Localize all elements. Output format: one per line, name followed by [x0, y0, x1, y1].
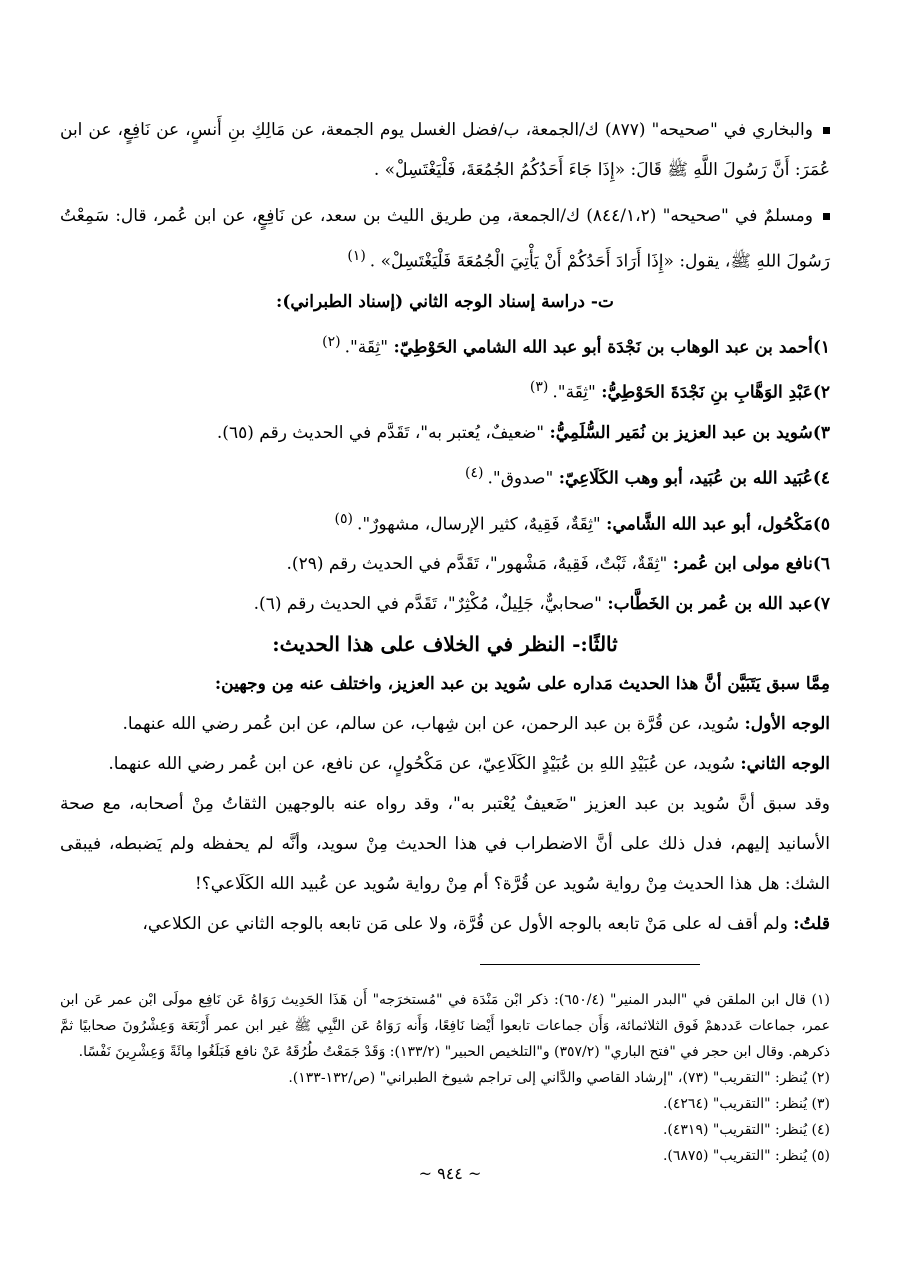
analysis-paragraph: وقد سبق أنَّ سُويد بن عبد العزيز "ضَعيفٌ يُعْتبر به"، وقد رواه عنه بالوجهين الثقاتُ مِنْ أصحابه، مع صحة الأسانيد إليهم، فدل ذلك على أنَّ الاضطراب في هذا الحديث مِنْ سويد، وأنَّه لم يحفظه ولم يَضبطه، فيبقى الشك: هل هذا الحديث مِنْ رواية سُويد عن قُرَّة؟ أم مِنْ رواية سُويد عن عُبيد الله الكَلَاعي؟!	[60, 794, 830, 895]
muslim-paragraph: ومسلمٌ في "صحيحه" (٨٤٤/١،٢) ك/الجمعة، مِن طريق الليث بن سعد، عن نَافِعٍ، عن ابن عُمر، قال: سَمِعْتُ رَسُولَ اللهِ ﷺ، يقول: «إِذَا أَرَادَ أَحَدُكُمْ أَنْ يَأْتِيَ الْجُمُعَةَ فَلْيَغْتَسِلْ» .$^{(١)}$	[60, 206, 830, 272]
wajh2-paragraph: الوجه الثاني: سُويد، عن عُبَيْدِ اللهِ بن عُبَيْدٍ الكَلَاعِيّ، عن مَكْحُولٍ، عن نافع، عن ابن عُمر رضي الله عنهما.	[108, 754, 830, 775]
page-number: ~ ٩٤٤ ~	[418, 1164, 482, 1183]
intro-paragraph: مِمَّا سبق يَتَبَيَّن أنَّ هذا الحديث مَداره على سُويد بن عبد العزيز، واختلف عنه مِن وجهين:	[214, 674, 830, 695]
narrator-item: ٧)عبد الله بن عُمر بن الخَطَّاب: "صحابيٌّ، جَلِيلٌ، مُكْثِرٌ"، تَقَدَّم في الحديث رقم (٦).	[253, 594, 830, 615]
footnote-mark: (٥)	[334, 510, 353, 527]
section-3-heading: ثالثًا:- النظر في الخلاف على هذا الحديث:	[272, 632, 618, 657]
footnote-mark: (٤)	[465, 464, 484, 481]
bukhari-paragraph: والبخاري في "صحيحه" (٨٧٧) ك/الجمعة، ب/فضل الغسل يوم الجمعة، عن مَالِكِ بنِ أَنسٍ، عن نَافِعٍ، عن ابن عُمَرَ: أَنَّ رَسُولَ اللَّهِ ﷺ قَالَ: «إِذَا جَاءَ أَحَدُكُمُ الجُمُعَةَ، فَلْيَغْتَسِلْ» .	[60, 120, 830, 180]
narrator-list	[60, 322, 830, 625]
footnote-item: (٣) يُنظر: "التقريب" (٤٢٦٤).	[662, 1096, 830, 1113]
footnotes	[60, 987, 830, 1169]
narrator-item: ٢)عَبْدِ الوَهَّابِ بنِ نَجْدَةَ الحَوْطِيُّ: "ثِقَة".$^{(٣)}$	[529, 379, 830, 403]
section-t-heading: ت- دراسة إسناد الوجه الثاني (إسناد الطبراني):	[276, 291, 614, 312]
narrator-item: ١)أحمد بن عبد الوهاب بن نَجْدَة أبو عبد الله الشامي الحَوْطِيّ: "ثِقَة".$^{(٢)}$	[322, 333, 830, 358]
footnote-divider	[480, 964, 700, 965]
footnote-item: (٤) يُنظر: "التقريب" (٤٣١٩).	[662, 1122, 830, 1139]
bullet-icon	[823, 127, 830, 134]
footnote-item: (٥) يُنظر: "التقريب" (٦٨٧٥).	[662, 1148, 830, 1165]
narrator-item: ٤)عُبَيد الله بن عُبَيد، أبو وهب الكَلَاعِيّ: "صدوق".$^{(٤)}$	[465, 464, 830, 489]
footnote-mark: (١)	[347, 248, 366, 264]
footnote-divider-wrap	[60, 944, 830, 987]
bullet-icon	[823, 213, 830, 220]
qultu-paragraph: قلتُ: ولم أقف له على مَنْ تابعه بالوجه الأول عن قُرَّة، ولا على مَن تابعه بالوجه الثاني عن الكلاعي،	[142, 914, 830, 935]
footnote-mark: (٣)	[529, 379, 549, 396]
narrator-item: ٣)سُويد بن عبد العزيز بن نُمَير السُّلَمِيُّ: "ضعيفٌ، يُعتبر به"، تَقَدَّم في الحديث رقم (٦٥).	[216, 422, 830, 443]
narrator-item: ٦)نافع مولى ابن عُمر: "ثِقَةٌ، ثَبْتٌ، فَقِيهٌ، مَشْهور"، تَقَدَّم في الحديث رقم (٢٩).	[286, 554, 830, 575]
footnote-mark: (٢)	[322, 333, 341, 350]
footnote-item: (٢) يُنظر: "التقريب" (٧٣)، "إرشاد القاصي والدَّاني إلى تراجم شيوخ الطبراني" (ص/١٣٢-١٣٣).	[288, 1070, 830, 1087]
narrator-item: ٥)مَكْحُول، أبو عبد الله الشَّامي: "ثِقَةٌ، فَقِيهٌ، كثير الإرسال، مشهورٌ".$^{(٥)}$	[334, 510, 830, 535]
footnote-item: (١) قال ابن الملقن في "البدر المنير" (٦٥٠/٤): ذكر ابْن مَنْدَة في "مُستخرَجه" أَن هَذَا الحَدِيث رَوَاهُ عَن نَافِع مولَى ابْن عمر عَن ابن عمر، جماعات عَددهمْ فَوق الثلاثمائة، وَأَن جماعات تابعوا أَيْضا نَافِعًا، وَأَنه رَوَاهُ عَن النَّبِي ﷺ غير ابن عمر أَرْبَعَة وَعِشْرُونَ صحابيًا ثمَّ ذكرهم. وقال ابن حجر في "فتح الباري" (٣٥٧/٢) و"التلخيص الحبير" (١٣٣/٢): وَقَدْ جَمَعْتُ طُرُقَهُ عَنْ نافع فَبَلَغُوا مِائَةً وَعِشْرِينَ نَفْسًا.	[60, 992, 830, 1061]
wajh1-paragraph: الوجه الأول: سُويد، عن قُرَّة بن عبد الرحمن، عن ابن شِهاب، عن سالم، عن ابن عُمر رضي الله عنهما.	[122, 714, 830, 735]
